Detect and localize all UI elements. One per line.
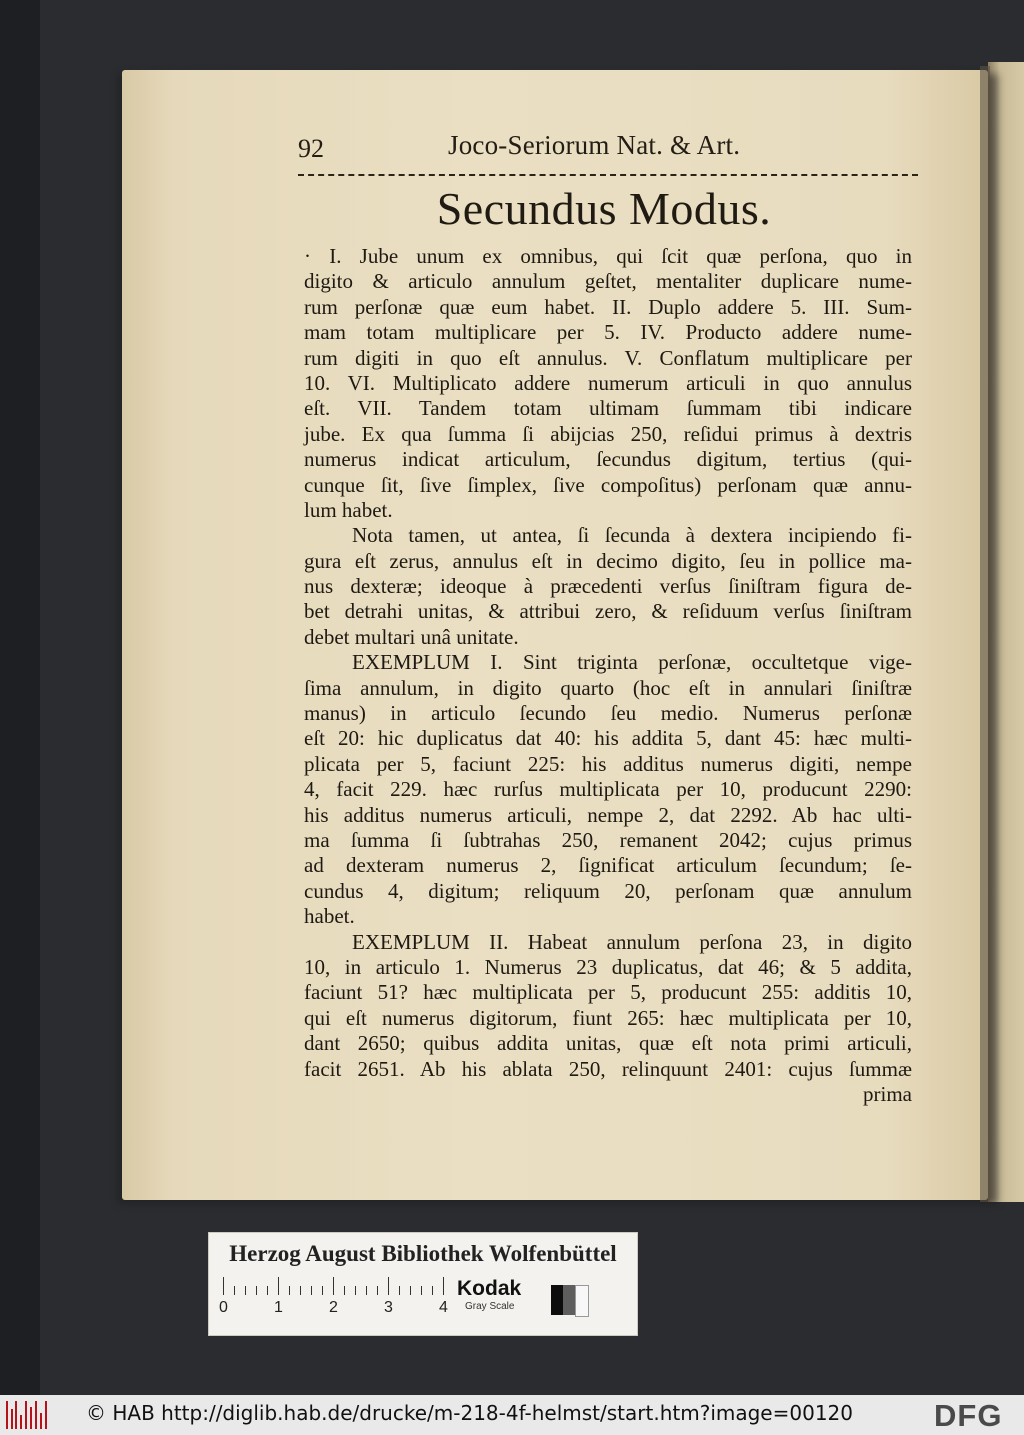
text-line: mam totam multiplicare per 5. IV. Producto addere nume-: [304, 320, 912, 345]
library-name: Herzog August Bibliothek Wolfenbüttel: [229, 1241, 617, 1266]
text-line: jube. Ex qua ſumma ſi abijcias 250, reſidui primus à dextris: [304, 421, 912, 446]
text-line: digito & articulo annulum geſtet, mentaliter duplicare nume-: [304, 269, 912, 294]
footer-bar: [0, 1395, 1024, 1435]
text-line: qui eſt numerus digitorum, fiunt 265: hæc multiplicata per 10,: [304, 1005, 912, 1030]
text-line: ma ſumma ſi ſubtrahas 250, remanent 2042; cujus primus: [304, 827, 912, 852]
hab-barcode-logo-icon: [6, 1401, 50, 1429]
text-line: rum perſonæ quæ eum habet. II. Duplo addere 5. III. Sum-: [304, 294, 912, 319]
text-line: eſt 20: hic duplicatus dat 40: his addita 5, dant 45: hæc multi-: [304, 726, 912, 751]
text-line: eſt. VII. Tandem totam ultimam ſummam tibi indicare: [304, 396, 912, 421]
text-line: manus) in articulo ſecundo ſeu medio. Numerus perſonæ: [304, 701, 912, 726]
section-title: Secundus Modus.: [436, 183, 772, 234]
text-line: bet detrahi unitas, & attribui zero, & reſiduum verſus ſiniſtram: [304, 599, 912, 624]
text-line: ſima annulum, in digito quarto (hoc eſt in annulari ſiniſtræ: [304, 675, 912, 700]
page-number: 92: [298, 134, 324, 163]
text-line: cundus 4, digitum; reliquum 20, perſonam quæ annulum: [304, 878, 912, 903]
running-head: Joco-Seriorum Nat. & Art.: [448, 130, 741, 160]
text-line: gura eſt zerus, annulus eſt in decimo digito, ſeu in pollice ma-: [304, 548, 912, 573]
text-line: rum digiti in quo eſt annulus. V. Conflatum multiplicare per: [304, 345, 912, 370]
catchword: prima: [863, 1081, 912, 1106]
text-line: numerus indicat articulum, ſecundus digitum, tertius (qui-: [304, 447, 912, 472]
text-line: Nota tamen, ut antea, ſi ſecunda à dextera incipiendo fi-: [352, 523, 912, 548]
text-line: ad dexteram numerus 2, ſignificat articulum ſecundum; ſe-: [304, 853, 912, 878]
text-line: dant 2650; quibus addita unitas, quæ eſt nota primi articuli,: [304, 1031, 912, 1056]
text-line: cunque ſit, ſive ſimplex, ſive compoſitus) perſonam quæ annu-: [304, 472, 912, 497]
text-line: 10. VI. Multiplicato addere numerum articuli in quo annulus: [304, 370, 912, 395]
text-line: · I. Jube unum ex omnibus, qui ſcit quæ perſona, quo in: [304, 244, 912, 268]
text-line: debet multari unâ unitate.: [304, 624, 519, 649]
dfg-logo: DFG: [934, 1398, 1003, 1433]
scale-number: 4: [439, 1299, 448, 1316]
text-line: 4, facit 229. hæc rurſus multiplicata per 10, producunt 2290:: [304, 777, 912, 802]
scale-ruler: [219, 1277, 453, 1317]
scale-number: 0: [219, 1299, 228, 1316]
book-spine: [980, 66, 990, 1202]
scale-number: 3: [384, 1299, 393, 1316]
gray-swatch-mid: [563, 1285, 575, 1315]
text-line: nus dexteræ; ideoque à præcedenti verſus ſiniſtram figura de-: [304, 574, 912, 599]
scale-number: 2: [329, 1299, 338, 1316]
kodak-brand: Kodak: [457, 1277, 522, 1300]
text-line: plicata per 5, faciunt 225: his additus numerus digiti, nempe: [304, 751, 912, 776]
text-line: faciunt 51? hæc multiplicata per 5, producunt 255: additis 10,: [304, 980, 912, 1005]
gray-swatch-white: [575, 1285, 589, 1317]
gray-swatch-black: [551, 1285, 563, 1315]
text-line: EXEMPLUM I. Sint triginta perſonæ, occultetque vige-: [352, 650, 912, 675]
text-line: EXEMPLUM II. Habeat annulum perſona 23, in digito: [352, 929, 912, 954]
library-color-card: [208, 1232, 638, 1336]
gray-scale-label: Gray Scale: [465, 1301, 515, 1312]
text-line: lum habet.: [304, 497, 393, 522]
text-line: 10, in articulo 1. Numerus 23 duplicatus, dat 46; & 5 addita,: [304, 954, 912, 979]
text-line: facit 2651. Ab his ablata 250, relinquunt 2401: cujus ſummæ: [304, 1056, 912, 1081]
text-line: his additus numerus articuli, nempe 2, dat 2292. Ab hac ulti-: [304, 802, 912, 827]
page-header: [298, 128, 918, 176]
body-text: [304, 244, 912, 1107]
scale-number: 1: [274, 1299, 283, 1316]
text-line: habet.: [304, 904, 355, 929]
copyright-url[interactable]: © HAB http://diglib.hab.de/drucke/m-218-4f-helmst/start.htm?image=00120: [86, 1401, 853, 1425]
dark-board: [0, 0, 40, 1395]
